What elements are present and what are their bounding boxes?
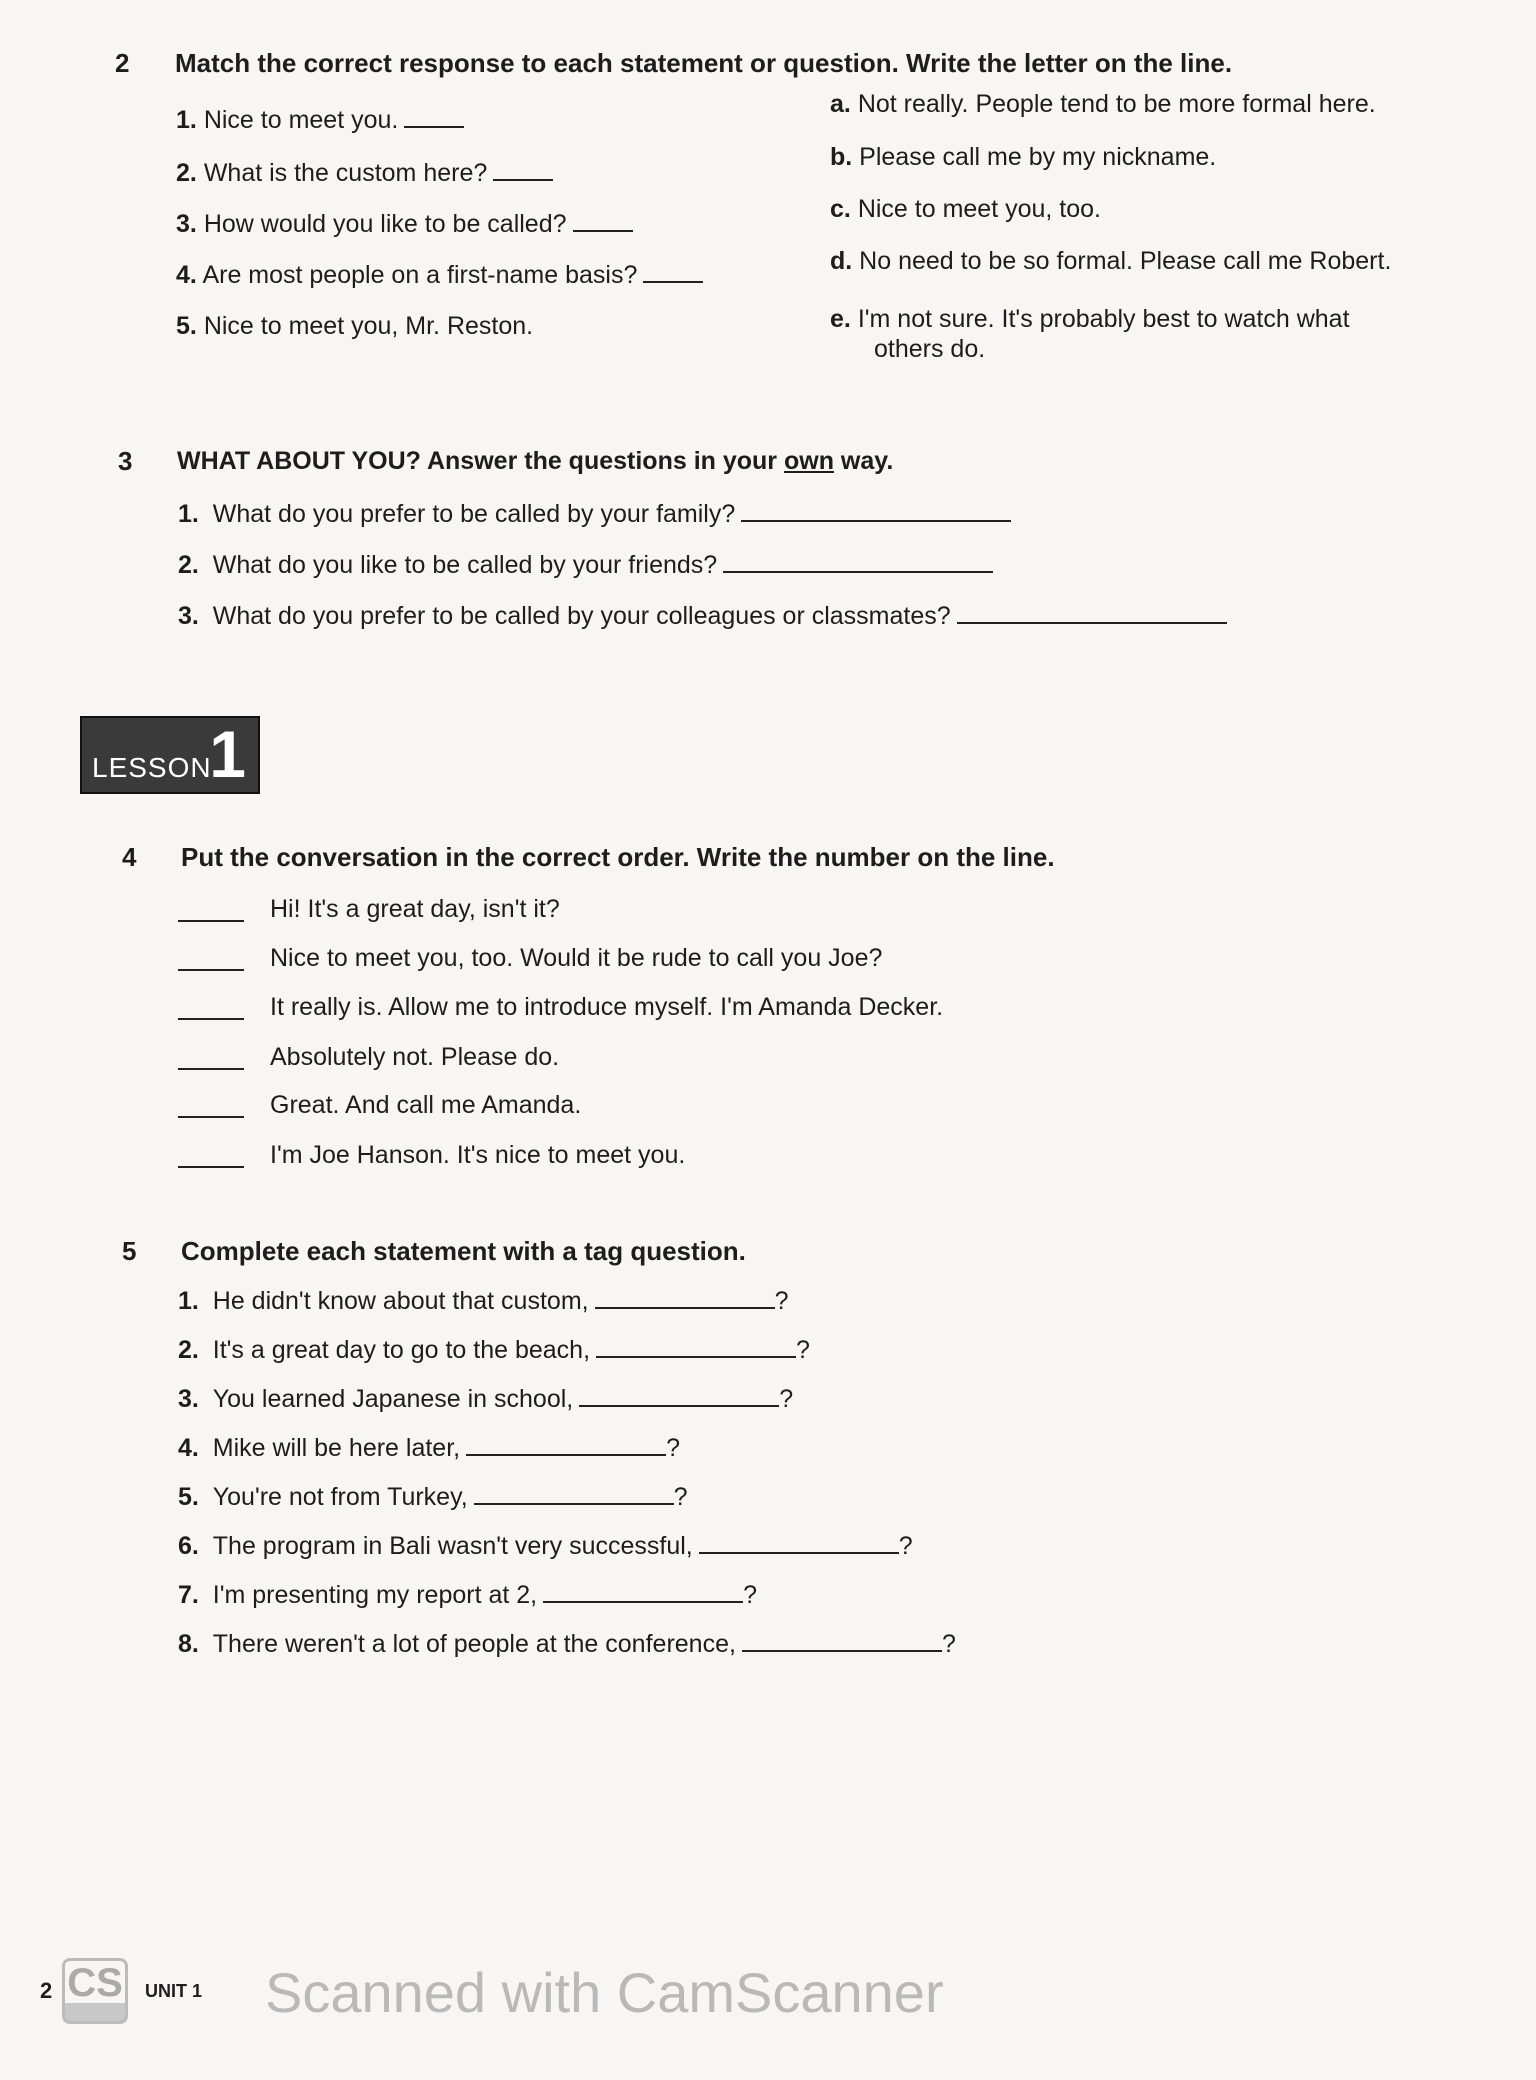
lesson-number: 1 bbox=[209, 717, 246, 791]
item-text: Mike will be here later, bbox=[212, 1434, 461, 1462]
lesson-label: LESSON bbox=[92, 752, 212, 783]
item-number: 3. bbox=[178, 602, 199, 630]
question-item bbox=[178, 601, 1227, 631]
answer-line[interactable] bbox=[466, 1436, 666, 1456]
answer-line[interactable] bbox=[573, 212, 633, 232]
option-text: No need to be so formal. Please call me Robert. bbox=[859, 247, 1392, 275]
item-number: 1. bbox=[176, 106, 197, 134]
item-text: What is the custom here? bbox=[203, 159, 488, 187]
item-number: 6. bbox=[178, 1532, 199, 1560]
order-number-line[interactable] bbox=[178, 1000, 244, 1020]
item-number: 4. bbox=[178, 1434, 199, 1462]
section-3-number: 3 bbox=[118, 446, 133, 476]
section-4-instruction: Put the conversation in the correct order. Write the number on the line. bbox=[181, 842, 1055, 872]
page-number: 2 bbox=[40, 1978, 53, 2003]
item-text: There weren't a lot of people at the conference, bbox=[212, 1630, 736, 1658]
item-text: What do you prefer to be called by your family? bbox=[212, 500, 736, 528]
answer-line[interactable] bbox=[741, 502, 1011, 522]
answer-line[interactable] bbox=[404, 108, 464, 128]
order-number-line[interactable] bbox=[178, 1148, 244, 1168]
conversation-line: Hi! It's a great day, isn't it? bbox=[270, 895, 560, 923]
match-item bbox=[176, 209, 633, 239]
section-2-instruction: Match the correct response to each statement or question. Write the letter on the line. bbox=[175, 48, 1233, 78]
option-text-continued: others do. bbox=[874, 335, 986, 363]
match-item bbox=[176, 158, 553, 188]
item-text: The program in Bali wasn't very successful, bbox=[212, 1532, 693, 1560]
tag-question-item bbox=[178, 1531, 913, 1561]
item-text: What do you like to be called by your friends? bbox=[212, 551, 718, 579]
answer-line[interactable] bbox=[957, 604, 1227, 624]
item-number: 2. bbox=[178, 1336, 199, 1364]
answer-line[interactable] bbox=[595, 1289, 775, 1309]
item-text: He didn't know about that custom, bbox=[212, 1287, 589, 1315]
tag-question-item bbox=[178, 1482, 688, 1512]
match-item bbox=[176, 311, 533, 341]
answer-line[interactable] bbox=[474, 1485, 674, 1505]
conversation-line: Nice to meet you, too. Would it be rude to call you Joe? bbox=[270, 944, 883, 972]
match-item bbox=[176, 260, 703, 290]
question-item bbox=[178, 499, 1011, 529]
tag-question-item bbox=[178, 1384, 793, 1414]
tag-question-item bbox=[178, 1433, 680, 1463]
question-mark: ? bbox=[898, 1532, 913, 1560]
order-number-line[interactable] bbox=[178, 1098, 244, 1118]
order-number-line[interactable] bbox=[178, 951, 244, 971]
item-text: You learned Japanese in school, bbox=[212, 1385, 574, 1413]
item-number: 2. bbox=[178, 551, 199, 579]
item-number: 4. bbox=[176, 261, 197, 289]
answer-line[interactable] bbox=[742, 1632, 942, 1652]
item-number: 5. bbox=[178, 1483, 199, 1511]
question-item bbox=[178, 550, 993, 580]
option-text: I'm not sure. It's probably best to watch what bbox=[857, 305, 1350, 333]
answer-line[interactable] bbox=[643, 263, 703, 283]
order-number-line[interactable] bbox=[178, 902, 244, 922]
section-2-number: 2 bbox=[115, 48, 130, 78]
option-letter: b. bbox=[830, 143, 853, 171]
question-mark: ? bbox=[673, 1483, 688, 1511]
conversation-line: It really is. Allow me to introduce myself. I'm Amanda Decker. bbox=[270, 993, 944, 1021]
item-number: 7. bbox=[178, 1581, 199, 1609]
item-text: How would you like to be called? bbox=[203, 210, 567, 238]
option-letter: c. bbox=[830, 195, 851, 223]
section-4-number: 4 bbox=[122, 842, 137, 872]
item-text: Nice to meet you, Mr. Reston. bbox=[203, 312, 534, 340]
item-number: 3. bbox=[176, 210, 197, 238]
tag-question-item bbox=[178, 1580, 757, 1610]
tag-question-item bbox=[178, 1286, 789, 1316]
response-option bbox=[830, 304, 1350, 364]
section-3-instruction bbox=[177, 446, 893, 476]
instruction-text: way. bbox=[833, 447, 894, 475]
question-mark: ? bbox=[666, 1434, 680, 1462]
item-text: What do you prefer to be called by your colleagues or classmates? bbox=[212, 602, 951, 630]
question-mark: ? bbox=[743, 1581, 758, 1609]
answer-line[interactable] bbox=[543, 1583, 743, 1603]
item-text: You're not from Turkey, bbox=[212, 1483, 468, 1511]
item-number: 8. bbox=[178, 1630, 199, 1658]
item-number: 1. bbox=[178, 500, 199, 528]
item-text: I'm presenting my report at 2, bbox=[212, 1581, 538, 1609]
item-text: Nice to meet you. bbox=[203, 106, 399, 134]
item-number: 2. bbox=[176, 159, 197, 187]
question-mark: ? bbox=[774, 1287, 789, 1315]
response-option bbox=[830, 142, 1216, 172]
conversation-line: Great. And call me Amanda. bbox=[270, 1091, 582, 1119]
answer-line[interactable] bbox=[596, 1338, 796, 1358]
item-number: 5. bbox=[176, 312, 197, 340]
option-letter: a. bbox=[830, 90, 851, 118]
unit-label: UNIT 1 bbox=[145, 1981, 203, 2001]
camscanner-logo: CS bbox=[62, 1958, 128, 2024]
response-option bbox=[830, 89, 1376, 119]
item-number: 3. bbox=[178, 1385, 199, 1413]
item-text: Are most people on a first-name basis? bbox=[202, 261, 638, 289]
option-letter: d. bbox=[830, 247, 853, 275]
camscanner-watermark: Scanned with CamScanner bbox=[265, 1961, 944, 2024]
option-text: Please call me by my nickname. bbox=[859, 143, 1217, 171]
conversation-line: I'm Joe Hanson. It's nice to meet you. bbox=[270, 1141, 686, 1169]
conversation-line: Absolutely not. Please do. bbox=[270, 1043, 560, 1071]
tag-question-item bbox=[178, 1335, 810, 1365]
response-option bbox=[830, 246, 1391, 276]
item-number: 1. bbox=[178, 1287, 199, 1315]
question-mark: ? bbox=[796, 1336, 810, 1364]
answer-line[interactable] bbox=[723, 553, 993, 573]
match-item bbox=[176, 105, 464, 135]
section-5-number: 5 bbox=[122, 1236, 137, 1266]
instruction-underlined: own bbox=[783, 447, 834, 475]
section-5-instruction: Complete each statement with a tag question. bbox=[181, 1236, 746, 1266]
option-text: Not really. People tend to be more formal here. bbox=[857, 90, 1376, 118]
option-letter: e. bbox=[830, 305, 851, 333]
answer-line[interactable] bbox=[699, 1534, 899, 1554]
instruction-text: Answer the questions in your bbox=[420, 447, 784, 475]
item-text: It's a great day to go to the beach, bbox=[212, 1336, 591, 1364]
order-number-line[interactable] bbox=[178, 1050, 244, 1070]
response-option bbox=[830, 194, 1101, 224]
question-mark: ? bbox=[941, 1630, 956, 1658]
question-mark: ? bbox=[779, 1385, 794, 1413]
section-3-title: WHAT ABOUT YOU? bbox=[177, 447, 421, 475]
answer-line[interactable] bbox=[579, 1387, 779, 1407]
answer-line[interactable] bbox=[493, 161, 553, 181]
lesson-badge bbox=[80, 716, 260, 794]
tag-question-item bbox=[178, 1629, 956, 1659]
option-text: Nice to meet you, too. bbox=[857, 195, 1101, 223]
